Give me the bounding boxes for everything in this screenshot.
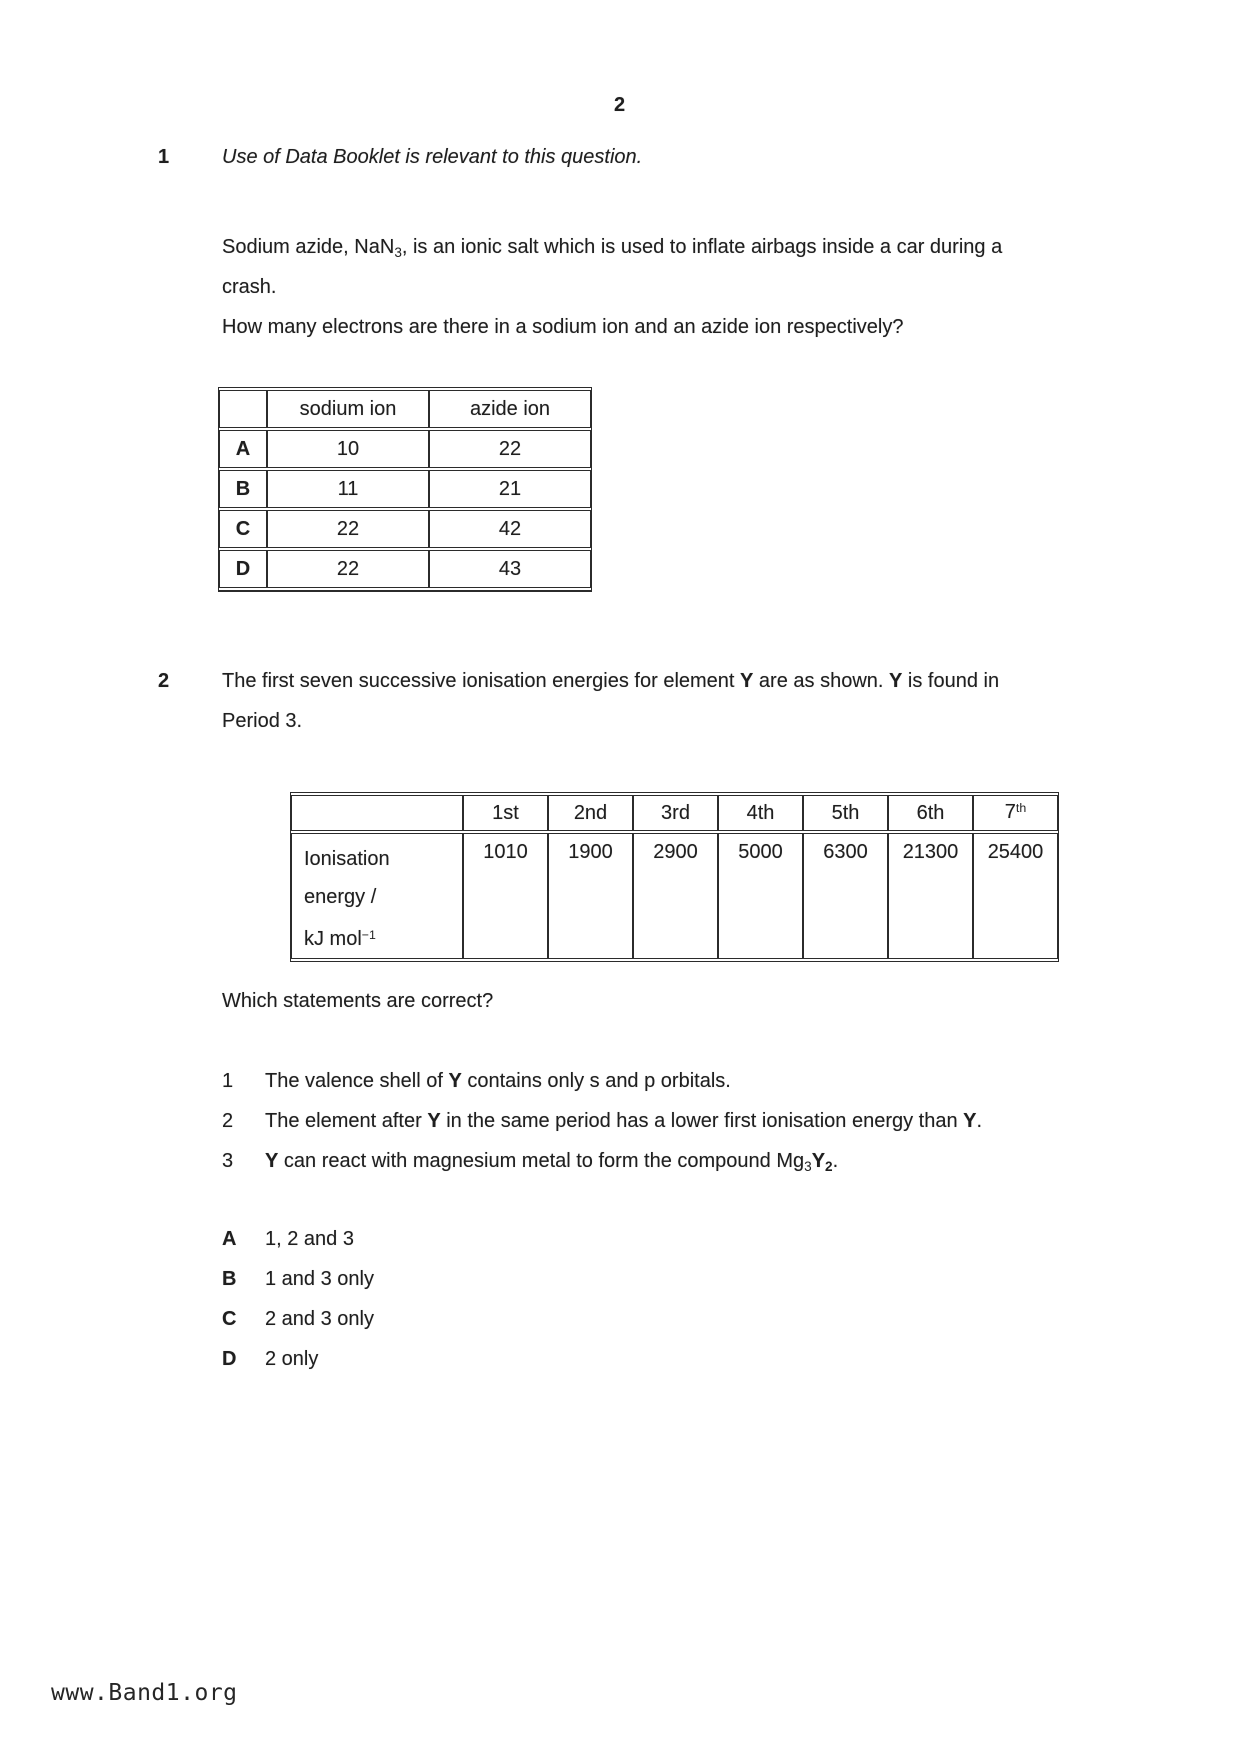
question-1-instruction: Use of Data Booklet is relevant to this question.	[222, 146, 643, 168]
table-data-row	[291, 833, 1058, 959]
element-y: Y	[740, 670, 754, 692]
element-y: Y	[427, 1110, 441, 1132]
table-cell: 22	[267, 510, 429, 548]
statement-text: contains only s and p orbitals.	[461, 1070, 731, 1092]
option-c-text: 2 and 3 only	[265, 1308, 374, 1330]
statement-2-number: 2	[222, 1110, 234, 1132]
question-1-paragraph-line-2: crash.	[222, 276, 277, 298]
table-cell: 42	[429, 510, 591, 548]
option-a-letter: A	[222, 1228, 237, 1250]
header-text: 7	[1004, 801, 1016, 824]
q2-ionisation-energy-table	[290, 792, 1059, 962]
table-row	[219, 550, 591, 588]
option-b-text: 1 and 3 only	[265, 1268, 374, 1290]
page-number: 2	[613, 94, 626, 116]
table-cell: 2900	[633, 833, 718, 959]
website-watermark: www.Band1.org	[51, 1680, 238, 1706]
table-cell: 22	[429, 430, 591, 468]
statement-text: .	[976, 1110, 983, 1132]
row-label: D	[219, 550, 267, 588]
option-d-text: 2 only	[265, 1348, 319, 1370]
question-2-intro-line-1	[222, 670, 999, 693]
element-y: Y	[811, 1150, 826, 1172]
superscript-minus-1: −1	[361, 928, 376, 942]
element-y: Y	[448, 1070, 462, 1092]
element-y: Y	[963, 1110, 977, 1132]
column-header-2nd: 2nd	[548, 795, 633, 831]
question-2-number: 2	[158, 670, 170, 692]
question-1-number: 1	[158, 146, 170, 168]
table-cell: 1010	[463, 833, 548, 959]
q1-answer-table	[218, 387, 592, 592]
statement-3-text	[265, 1150, 838, 1174]
column-header-4th: 4th	[718, 795, 803, 831]
column-header-azide-ion: azide ion	[429, 390, 591, 428]
table-cell: 21	[429, 470, 591, 508]
column-header-6th: 6th	[888, 795, 973, 831]
column-header-7th	[973, 795, 1058, 831]
statement-text: can react with magnesium metal to form the compound Mg	[278, 1150, 805, 1172]
superscript-th: th	[1015, 801, 1027, 816]
table-header-row	[291, 795, 1058, 831]
question-1-question-text: How many electrons are there in a sodium ion and an azide ion respectively?	[222, 316, 904, 338]
statement-text: The element after	[265, 1110, 428, 1132]
subscript-3: 3	[394, 244, 402, 260]
intro-text: The first seven successive ionisation energies for element	[222, 670, 741, 692]
table-cell: 10	[267, 430, 429, 468]
intro-text: is found in	[902, 670, 1000, 692]
statement-1-text	[265, 1070, 731, 1093]
statement-1-number: 1	[222, 1070, 234, 1092]
question-1-paragraph-line-1	[222, 236, 1002, 260]
intro-text: are as shown.	[753, 670, 889, 692]
column-header-5th: 5th	[803, 795, 888, 831]
label-line: kJ mol	[304, 928, 362, 951]
table-cell: 1900	[548, 833, 633, 959]
column-header-3rd: 3rd	[633, 795, 718, 831]
option-d-letter: D	[222, 1348, 237, 1370]
table-row	[219, 470, 591, 508]
question-2-intro-line-2: Period 3.	[222, 710, 303, 732]
option-a-text: 1, 2 and 3	[265, 1228, 354, 1250]
table-cell: 21300	[888, 833, 973, 959]
label-line: energy /	[304, 886, 377, 908]
para-text: Sodium azide, NaN	[222, 236, 395, 258]
row-label-ionisation-energy	[291, 833, 463, 959]
subscript-3: 3	[804, 1158, 812, 1174]
option-c-letter: C	[222, 1308, 237, 1330]
statement-2-text	[265, 1110, 982, 1133]
table-cell: 6300	[803, 833, 888, 959]
para-text: , is an ionic salt which is used to inflate airbags inside a car during a	[401, 236, 1003, 258]
statement-3-number: 3	[222, 1150, 234, 1172]
row-label: A	[219, 430, 267, 468]
table-row	[219, 430, 591, 468]
statement-text: in the same period has a lower first ionisation energy than	[440, 1110, 964, 1132]
statement-text: .	[832, 1150, 839, 1172]
subscript-2: 2	[825, 1158, 833, 1174]
question-2-prompt: Which statements are correct?	[222, 990, 494, 1012]
row-label: C	[219, 510, 267, 548]
option-b-letter: B	[222, 1268, 237, 1290]
table-cell: 25400	[973, 833, 1058, 959]
row-label: B	[219, 470, 267, 508]
table-header-row	[219, 390, 591, 428]
element-y: Y	[889, 670, 903, 692]
table-cell: 5000	[718, 833, 803, 959]
column-header-1st: 1st	[463, 795, 548, 831]
column-header-sodium-ion: sodium ion	[267, 390, 429, 428]
corner-cell	[291, 795, 463, 831]
table-cell: 43	[429, 550, 591, 588]
table-row	[219, 510, 591, 548]
corner-cell	[219, 390, 267, 428]
table-cell: 11	[267, 470, 429, 508]
table-cell: 22	[267, 550, 429, 588]
element-y: Y	[265, 1150, 279, 1172]
label-line: Ionisation	[304, 848, 390, 870]
statement-text: The valence shell of	[265, 1070, 449, 1092]
